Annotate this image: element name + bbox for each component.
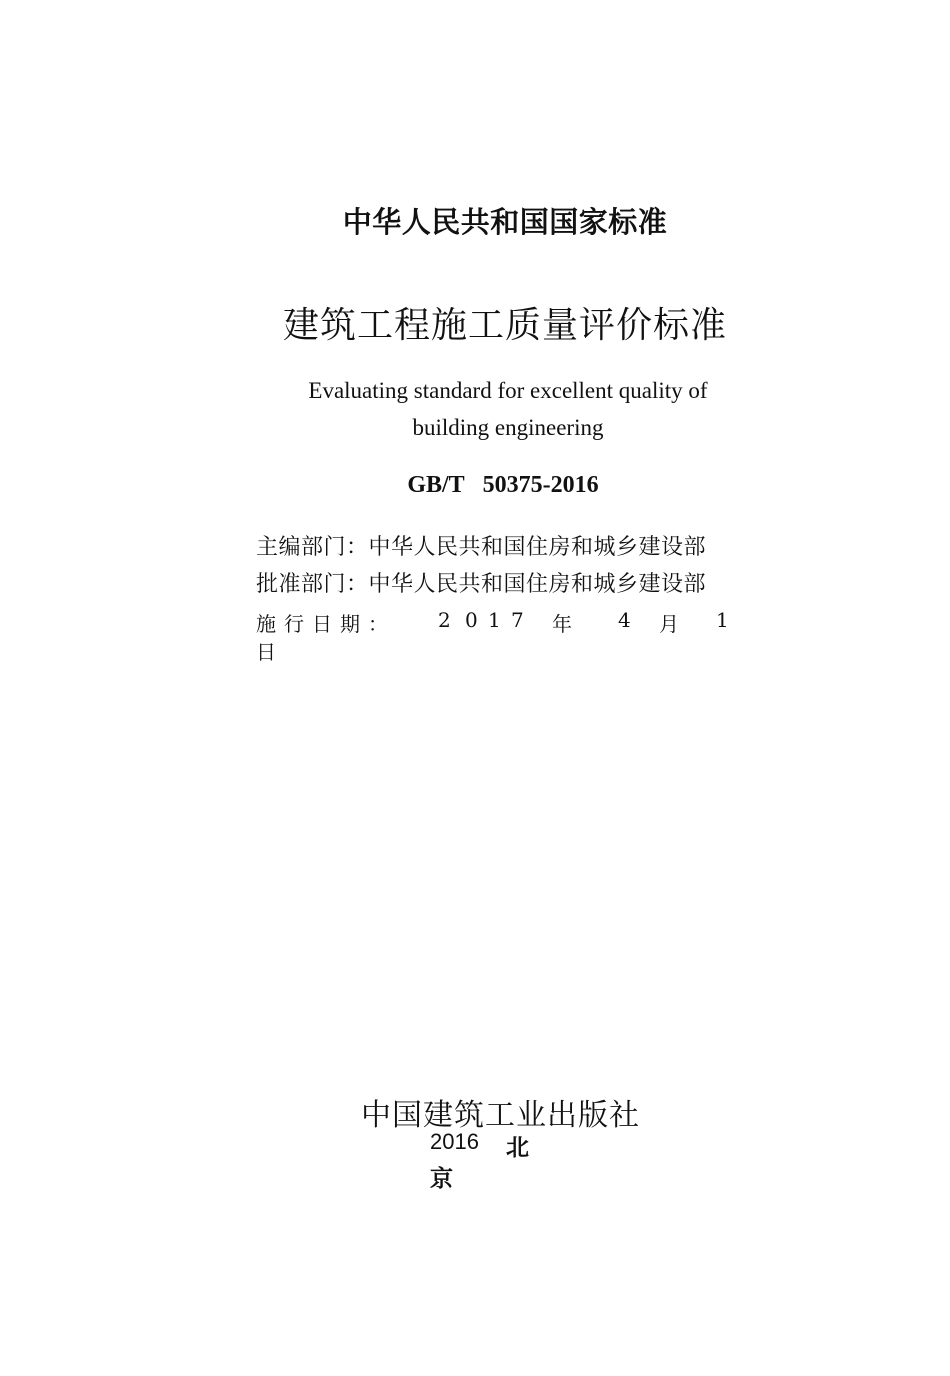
impl-day: 1	[716, 608, 729, 632]
impl-label-colon: ：	[368, 612, 388, 636]
impl-label-char: 行	[284, 612, 304, 636]
standard-prefix: GB/T	[407, 472, 465, 498]
impl-month-unit: 月	[659, 612, 679, 636]
standard-title-en	[0, 372, 950, 446]
impl-label-char: 期	[340, 612, 360, 636]
impl-month: 4	[618, 608, 631, 632]
impl-year-digit: 0	[465, 608, 478, 632]
publication-city-part-2: 京	[430, 1166, 453, 1192]
publication-year: 2016	[430, 1129, 479, 1154]
impl-year-digit: 2	[438, 608, 451, 632]
title-en-line-1: Evaluating standard for excellent quality of	[308, 378, 708, 403]
impl-year-unit: 年	[552, 612, 572, 636]
national-standard-heading: 中华人民共和国国家标准	[342, 205, 668, 239]
impl-year-digit: 7	[511, 608, 524, 632]
standard-title-cn: 建筑工程施工质量评价标准	[282, 305, 727, 346]
impl-year-digit: 1	[488, 608, 501, 632]
publication-city-part-1: 北	[506, 1135, 529, 1161]
impl-day-unit: 日	[256, 640, 276, 664]
standard-code	[0, 472, 950, 499]
impl-label-char: 日	[312, 612, 332, 636]
approving-department: 批准部门：中华人民共和国住房和城乡建设部	[256, 572, 707, 597]
publisher-name: 中国建筑工业出版社	[361, 1098, 640, 1133]
standard-number: 50375-2016	[482, 472, 599, 498]
title-en-line-2: building engineering	[412, 415, 604, 440]
impl-label-char: 施	[256, 612, 276, 636]
chief-editor-department: 主编部门：中华人民共和国住房和城乡建设部	[256, 535, 707, 560]
